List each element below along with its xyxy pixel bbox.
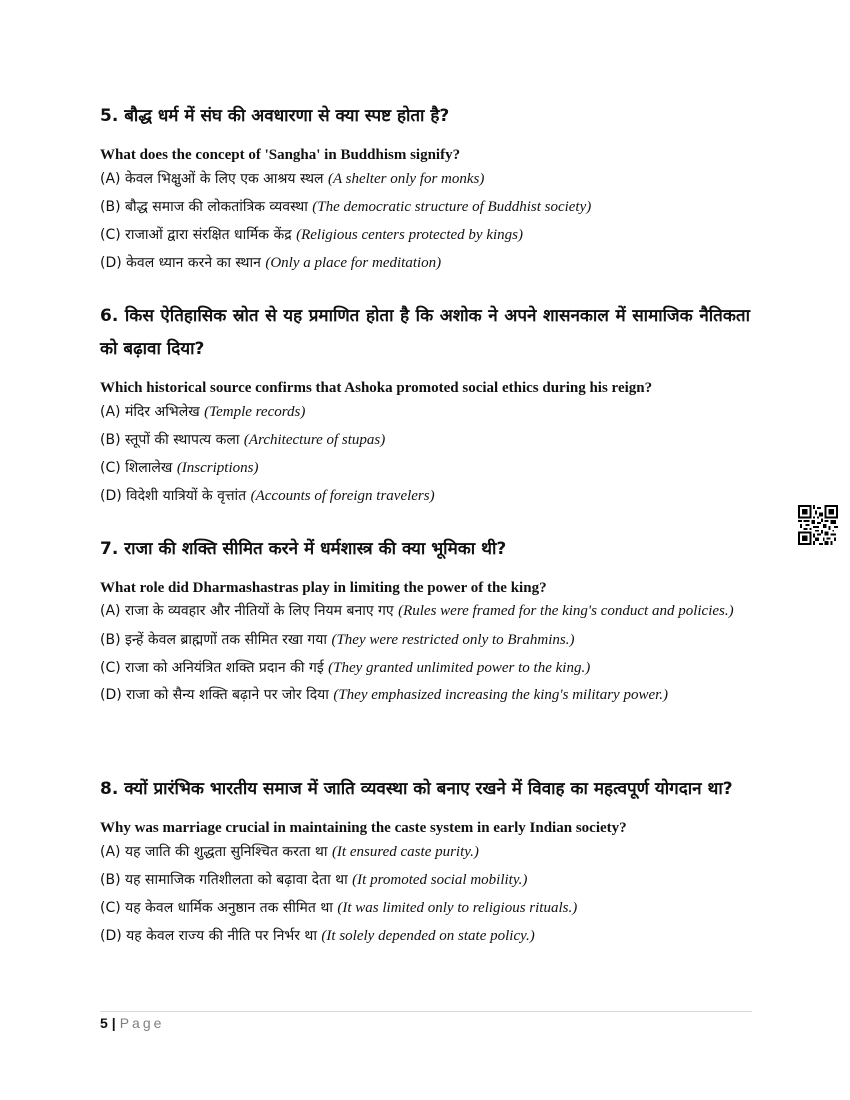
option-a: (A) केवल भिक्षुओं के लिए एक आश्रय स्थल (A shelter only for monks) [100,171,485,187]
question-english: Why was marriage crucial in maintaining the caste system in early Indian society? [100,820,627,836]
option-c: (C) राजाओं द्वारा संरक्षित धार्मिक केंद्र (Religious centers protected by kings) [100,227,523,243]
question-title: 6. किस ऐतिहासिक स्रोत से यह प्रमाणित होता है कि अशोक ने अपने शासनकाल में सामाजिक नैतिकता को बढ़ावा दिया? [100,306,750,359]
option-b: (B) बौद्ध समाज की लोकतांत्रिक व्यवस्था (The democratic structure of Buddhist society) [100,199,592,215]
footer-separator: | [111,1015,116,1031]
question-5 [100,100,750,277]
option-d: (D) विदेशी यात्रियों के वृत्तांत (Accounts of foreign travelers) [100,488,435,504]
option-a: (A) राजा के व्यवहार और नीतियों के लिए नियम बनाए गए (Rules were framed for the king's conduct and policies.) [100,603,734,619]
option-c: (C) शिलालेख (Inscriptions) [100,460,259,476]
option-b: (B) यह सामाजिक गतिशीलता को बढ़ावा देता था (It promoted social mobility.) [100,872,528,888]
option-a: (A) मंदिर अभिलेख (Temple records) [100,404,306,420]
question-title: 5. बौद्ध धर्म में संघ की अवधारणा से क्या स्पष्ट होता है? [100,106,450,126]
qr-code-icon[interactable] [798,505,838,545]
option-d: (D) केवल ध्यान करने का स्थान (Only a place for meditation) [100,255,442,271]
question-english: What does the concept of 'Sangha' in Buddhism signify? [100,147,461,163]
question-7 [100,533,750,710]
option-c: (C) राजा को अनियंत्रित शक्ति प्रदान की गई (They granted unlimited power to the king.) [100,660,591,676]
question-english: Which historical source confirms that Ashoka promoted social ethics during his reign? [100,380,653,396]
footer-divider [100,1011,752,1012]
page-number: 5 [100,1015,108,1031]
question-title: 8. क्यों प्रारंभिक भारतीय समाज में जाति व्यवस्था को बनाए रखने में विवाह का महत्वपूर्ण योगदान था? [100,779,733,799]
page-footer [100,1015,164,1031]
option-b: (B) स्तूपों की स्थापत्य कला (Architecture of stupas) [100,432,386,448]
question-6 [100,300,750,510]
option-b: (B) इन्हें केवल ब्राह्मणों तक सीमित रखा गया (They were restricted only to Brahmins.) [100,632,575,648]
question-title: 7. राजा की शक्ति सीमित करने में धर्मशास्त्र की क्या भूमिका थी? [100,539,507,559]
option-d: (D) राजा को सैन्य शक्ति बढ़ाने पर जोर दिया (They emphasized increasing the king's military power.) [100,687,669,703]
option-a: (A) यह जाति की शुद्धता सुनिश्चित करता था (It ensured caste purity.) [100,844,479,860]
option-d: (D) यह केवल राज्य की नीति पर निर्भर था (It solely depended on state policy.) [100,928,535,944]
question-english: What role did Dharmashastras play in limiting the power of the king? [100,580,547,596]
option-c: (C) यह केवल धार्मिक अनुष्ठान तक सीमित था (It was limited only to religious rituals.) [100,900,578,916]
question-8 [100,773,750,950]
page-label: Page [119,1015,165,1031]
